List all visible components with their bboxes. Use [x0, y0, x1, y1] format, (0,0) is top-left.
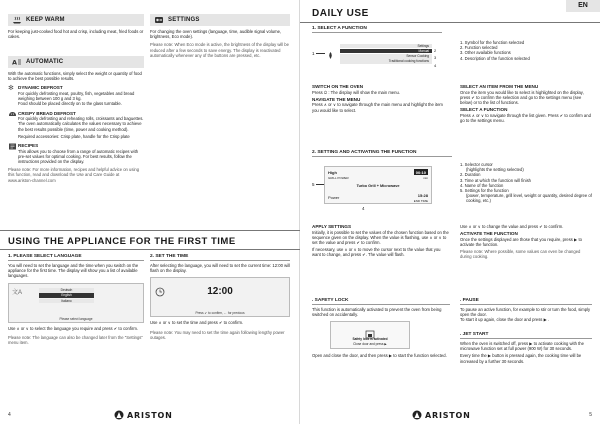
callout-line-5 — [316, 184, 324, 185]
set-time-note: Please note: You may need to set the time again following lengthy power outages. — [150, 329, 285, 340]
recipes-item — [8, 143, 144, 164]
bread-icon — [8, 111, 18, 139]
activate-note: Please note: Where possible, some values can even be changed during cooking. — [460, 249, 581, 260]
menu-item-settings[interactable]: Settings — [340, 44, 432, 49]
change-value-text: Use ∧ or ∨ to change the value and press ✔ to confirm. — [460, 224, 564, 229]
brand-logo-right — [412, 410, 471, 420]
recipe-book-icon — [8, 143, 18, 164]
page-number-left: 4 — [8, 412, 11, 418]
jet-start-text2: Every time the ▶ button is pressed again, the cooking time will be increased by a further 30 seconds. — [460, 353, 582, 364]
safety-display-line2: Close door and press ▶ — [353, 342, 387, 347]
apply-settings-block — [312, 224, 450, 258]
svg-text:A: A — [12, 58, 18, 66]
callout-4b: 4 — [362, 206, 365, 211]
keep-warm-icon — [12, 16, 22, 24]
callout-1: 1 — [312, 51, 315, 56]
set-time-instruction: Use ∧ or ∨ to set the time and press ✔ to confirm. — [150, 320, 244, 326]
setting-legend-4: 4. Name of the function — [460, 182, 504, 188]
recipes-name: RECIPES — [18, 143, 39, 149]
daily-use-title: DAILY USE — [312, 8, 369, 19]
language-option-deutsch[interactable]: Deutsch — [39, 288, 94, 293]
snowflake-icon: ✻ — [8, 85, 14, 93]
title-rule — [300, 22, 600, 23]
setting-legend — [460, 162, 592, 204]
recipes-note: Please note: For more information, recipes and helpful advice on using this function, read and download the Use and Care Guide at www.ariston-channel.com — [8, 167, 140, 183]
keep-warm-header — [8, 14, 144, 26]
setting-legend-2: 2. Duration — [460, 172, 481, 178]
keep-warm-section — [8, 14, 144, 39]
end-time-label: END TIME — [413, 199, 428, 203]
time-display — [150, 277, 290, 317]
brand-logo-left — [114, 410, 173, 420]
end-time-value[interactable]: 15:28 — [417, 193, 428, 198]
settings-note: Please note: When Eco mode is active, the brightness of the display will be reduced after a few seconds to save energy. The display is reactivated automatically whenever any of the buttons are pressed, etc. — [150, 42, 289, 58]
pause-text2: To start it up again, close the door and press ▶ . — [460, 317, 550, 323]
setting-title: 2. SETTING AND ACTIVATING THE FUNCTION — [312, 150, 452, 157]
time-display-caption: Press ✔ to confirm, ← for previous — [195, 311, 245, 316]
callout-3: 3 — [434, 55, 437, 60]
brand-name-left: ARISTON — [127, 410, 173, 420]
select-language-title: 1. PLEASE SELECT LANGUAGE — [8, 254, 144, 261]
first-time-title: USING THE APPLIANCE FOR THE FIRST TIME — [8, 236, 236, 247]
language-tab: EN — [566, 0, 600, 12]
dynamic-defrost-name: DYNAMIC DEFROST — [18, 85, 63, 91]
legend-item-1: 1. Symbol for the function selected — [460, 40, 525, 45]
ariston-logo-icon-right — [412, 410, 422, 420]
activate-block — [460, 224, 592, 260]
select-language-step — [8, 254, 144, 345]
setting-section — [312, 150, 592, 260]
dynamic-defrost-text2: Food should be placed directly on to the glass turntable. — [18, 101, 122, 107]
menu-item-manual[interactable]: Manual — [340, 49, 432, 54]
duration-value[interactable]: 00:10 — [415, 169, 426, 175]
legend-item-2: 2. Function selected — [460, 45, 498, 51]
select-item-block — [460, 84, 592, 123]
language-option-english[interactable]: English — [39, 293, 94, 298]
navigate-title: NAVIGATE THE MENU — [312, 96, 361, 102]
select-language-note: Please note: The language can also be changed later from the "Settings" menu item. — [8, 334, 143, 346]
setting-legend-5b: (power, temperature, grill level, weight or quantity, desired degree of cooking, etc.) — [466, 193, 592, 204]
automatic-section — [8, 56, 144, 183]
keep-warm-text: For keeping just-cooked food hot and crisp, including meat, fried foods or cakes. — [8, 29, 144, 40]
language-display — [8, 283, 144, 323]
set-time-title: 2. SET THE TIME — [150, 254, 290, 261]
wrench-icon — [154, 16, 164, 24]
crispy-bread-name: CRISPY BREAD DEFROST — [18, 110, 76, 116]
safety-lock-title: . SAFETY LOCK — [312, 298, 450, 305]
main-menu-diagram — [312, 41, 440, 83]
set-time-text: After selecting the language, you will need to set the current time: 12:00 will flash on the display. — [150, 263, 290, 274]
callout-4: 4 — [434, 63, 437, 68]
switch-on-text: Press ⏻ : The display will show the main menu. — [312, 89, 400, 95]
settings-header — [150, 14, 290, 26]
brand-name-right: ARISTON — [425, 410, 471, 420]
jet-start-title: . JET START — [460, 332, 592, 339]
safety-display-line1: Safety lock is activated — [352, 337, 388, 342]
apply-settings-title: APPLY SETTINGS — [312, 224, 352, 229]
callout-5: 5 — [312, 182, 315, 187]
select-language-instruction: Use ∧ or ∨ to select the language you require and press ✔ to confirm. — [8, 325, 138, 331]
select-function-text: Press ∧ or ∨ to navigate through the list given. Press ✔ to confirm and go to the settings menu. — [460, 112, 591, 123]
pause-section — [460, 298, 592, 323]
pause-text: To pause an active function, for example to stir or turn the food, simply open the door. — [460, 307, 591, 318]
page-number-right: 5 — [589, 412, 592, 418]
callout-line-1 — [316, 53, 325, 54]
recipes-text: This allows you to choose from a range of automatic recipes with pre-set values for optimal cooking. For best results, follow the instructions provided on the display. — [18, 148, 139, 165]
settings-text: For changing the oven settings (language, time, audible signal volume, brightness, Eco mode). — [150, 29, 282, 40]
apply-settings-text: Initially, it is possible to set the values of the chosen function based on the sequence given on the display. When the value is flashing, use ∧ or ∨ to set the value and press ✔ to confirm. — [312, 229, 449, 245]
apply-settings-text2: If necessary, use ∧ or ∨ to move the cursor next to the value that you want to change, and press ✔. The value will flash. — [312, 247, 441, 258]
jet-start-section — [460, 332, 592, 364]
automatic-intro: With the automatic functions, simply select the weight or quantity of food to achieve the best possible results. — [8, 71, 142, 82]
settings-title: SETTINGS — [168, 17, 200, 23]
settings-section — [150, 14, 290, 58]
safety-lock-instruction: Open and close the door, and then press ▶ to start the function selected. — [312, 353, 447, 359]
language-display-caption: Please select language — [59, 316, 93, 321]
section-divider-2 — [0, 249, 300, 250]
safety-lock-display — [330, 321, 410, 349]
function-display — [324, 166, 432, 204]
function-name: Turbo Grill + Microwave — [356, 184, 400, 188]
legend-item-3: 3. Other available functions — [460, 50, 511, 56]
grill-power-label: GRILL POWER — [328, 176, 349, 180]
select-language-text: You will need to set the language and the time when you switch on the appliance for the first time. The display will show you a list of available languages. — [8, 263, 139, 279]
setting-legend-1b: (highlights the setting selected) — [466, 167, 524, 173]
switch-on-title: SWITCH ON THE OVEN — [312, 84, 364, 89]
jet-start-text: When the oven is switched off, press ▶ to activate cooking with the microwave function set at full power (900 W) for 30 seconds. — [460, 341, 584, 352]
dynamic-defrost-item — [8, 85, 144, 106]
power-label[interactable]: Power — [328, 195, 340, 200]
manual-function-icon — [326, 47, 335, 56]
activate-text: Once the settings displayed are those that you require, press ▶ to activate the function. — [460, 236, 582, 247]
duration-unit: min — [423, 176, 428, 180]
select-item-text: Once the item you would like to select is highlighted on the display, press ✔ to confirm the selection and go to the settings menu (see below) or to the list of functions. — [460, 89, 584, 105]
auto-icon — [12, 58, 22, 66]
function-display-diagram — [312, 164, 438, 214]
crispy-bread-accessories: Required accessories: Crisp plate, handle for the Crisp plate — [18, 133, 130, 139]
activate-title: ACTIVATE THE FUNCTION — [460, 231, 518, 237]
navigate-text: Press ∧ or ∨ to navigate through the main menu and highlight the item you would like to select. — [312, 102, 443, 113]
dynamic-defrost-text: For quickly defrosting meat, poultry, fish, vegetables and bread weighing between 100 g and 3 kg. — [18, 91, 135, 102]
clock-value: 12:00 — [207, 286, 233, 298]
legend-item-4: 4. Description of the function selected — [460, 55, 530, 61]
automatic-title: AUTOMATIC — [26, 59, 64, 65]
crispy-bread-text: For quickly defrosting and reheating rolls, croissants and baguettes. The oven automatically calculates the values necessary to achieve the best results possible (time, power and cooking method). — [18, 116, 144, 132]
ariston-logo-icon — [114, 410, 124, 420]
keep-warm-title: KEEP WARM — [26, 17, 65, 23]
menu-item-traditional[interactable]: Traditional cooking functions — [340, 59, 432, 64]
select-function-section — [312, 26, 592, 123]
section-divider — [0, 230, 300, 231]
select-item-title: SELECT AN ITEM FROM THE MENU — [460, 84, 539, 89]
grill-power-value[interactable]: High — [328, 170, 337, 175]
switch-on-block — [312, 84, 450, 113]
setting-legend-5: 5. Settings for the function — [460, 188, 509, 194]
right-page — [300, 0, 600, 424]
language-icon: 文A — [12, 289, 23, 296]
select-function-legend — [460, 40, 592, 61]
safety-lock-text: This function is automatically activated to prevent the oven from being switched on accidentally. — [312, 307, 442, 318]
crispy-bread-item — [8, 111, 144, 139]
language-option-italiano[interactable]: Italiano — [39, 299, 94, 304]
setting-legend-1: 1. Selector cursor — [460, 162, 493, 167]
menu-item-sensor-cooking[interactable]: Sensor Cooking — [340, 54, 432, 59]
set-time-step — [150, 254, 290, 340]
setting-legend-3: 3. Time at which the function will finish — [460, 177, 531, 183]
select-function-subtitle: SELECT A FUNCTION — [460, 107, 508, 113]
callout-2: 2 — [434, 48, 437, 53]
pause-title: . PAUSE — [460, 298, 592, 305]
safety-lock-section — [312, 298, 450, 359]
select-function-title: 1. SELECT A FUNCTION — [312, 26, 442, 33]
automatic-header — [8, 56, 144, 68]
